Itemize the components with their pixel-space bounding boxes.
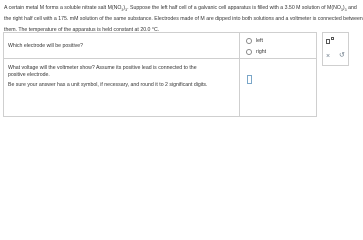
answer-tools <box>322 32 349 66</box>
salt-formula-subscript: 3 <box>340 8 343 12</box>
temperature: 20.0 °C <box>140 27 158 33</box>
problem-line-1 <box>4 3 357 14</box>
text: solution of the same substance. Electrodes made of <box>79 16 199 22</box>
question-cell <box>4 59 240 117</box>
close-icon[interactable]: × <box>326 53 331 60</box>
salt-formula-subscript: 3 <box>121 8 124 12</box>
text: the right half cell with a <box>4 16 57 22</box>
question-positive-electrode: Which electrode will be positive? <box>8 43 83 49</box>
text: forms a soluble nitrate salt <box>45 5 107 11</box>
question-cell <box>4 33 240 58</box>
text: solution of <box>301 5 326 11</box>
salt-formula <box>327 5 347 11</box>
question-voltage-instructions: Be sure your answer has a unit symbol, if necessary, and round it to 2 significant digits. <box>8 82 208 88</box>
salt-formula-main: M(NO <box>107 5 122 11</box>
text: them. The temperature of the apparatus is held constant at <box>4 27 139 33</box>
metal-symbol: M <box>39 5 45 11</box>
left-concentration: 3.50 M <box>284 5 301 11</box>
voltage-answer-input[interactable] <box>247 75 252 84</box>
text: and <box>348 5 357 11</box>
right-concentration: 175. mM <box>58 16 79 22</box>
unit-exponent-icon[interactable] <box>326 37 334 45</box>
metal-symbol: M <box>200 16 205 22</box>
sup <box>331 37 334 40</box>
option-left-label: left <box>256 37 263 44</box>
radio-left[interactable] <box>246 38 252 44</box>
salt-formula <box>108 5 128 11</box>
question-row-voltage <box>4 59 316 117</box>
salt-formula-main: M(NO <box>327 5 341 11</box>
option-left[interactable] <box>246 36 266 45</box>
salt-formula-subscript: 3 <box>344 8 347 12</box>
text: A certain metal <box>4 5 39 11</box>
text: . Suppose the left half cell of a galvanic cell apparatus is filled with a <box>127 5 284 11</box>
problem-line-2 <box>4 14 363 25</box>
question-voltage: What voltage will the voltmeter show? Assume its positive lead is connected to the positive electrode. <box>8 65 197 78</box>
question-row-positive-electrode <box>4 33 316 59</box>
text: . <box>157 27 160 33</box>
question-panel <box>3 32 317 117</box>
box <box>326 39 330 44</box>
salt-formula-subscript: 3 <box>125 8 128 12</box>
salt-formula-close: ) <box>123 5 126 11</box>
option-right[interactable] <box>246 47 266 56</box>
option-right-label: right <box>256 48 267 55</box>
electrode-options <box>246 36 266 58</box>
salt-formula-close: ) <box>342 5 345 11</box>
radio-right[interactable] <box>246 49 252 55</box>
undo-icon[interactable]: ↺ <box>339 52 345 59</box>
text: are dipped into both solutions and a voltmeter is connected between <box>206 16 363 22</box>
